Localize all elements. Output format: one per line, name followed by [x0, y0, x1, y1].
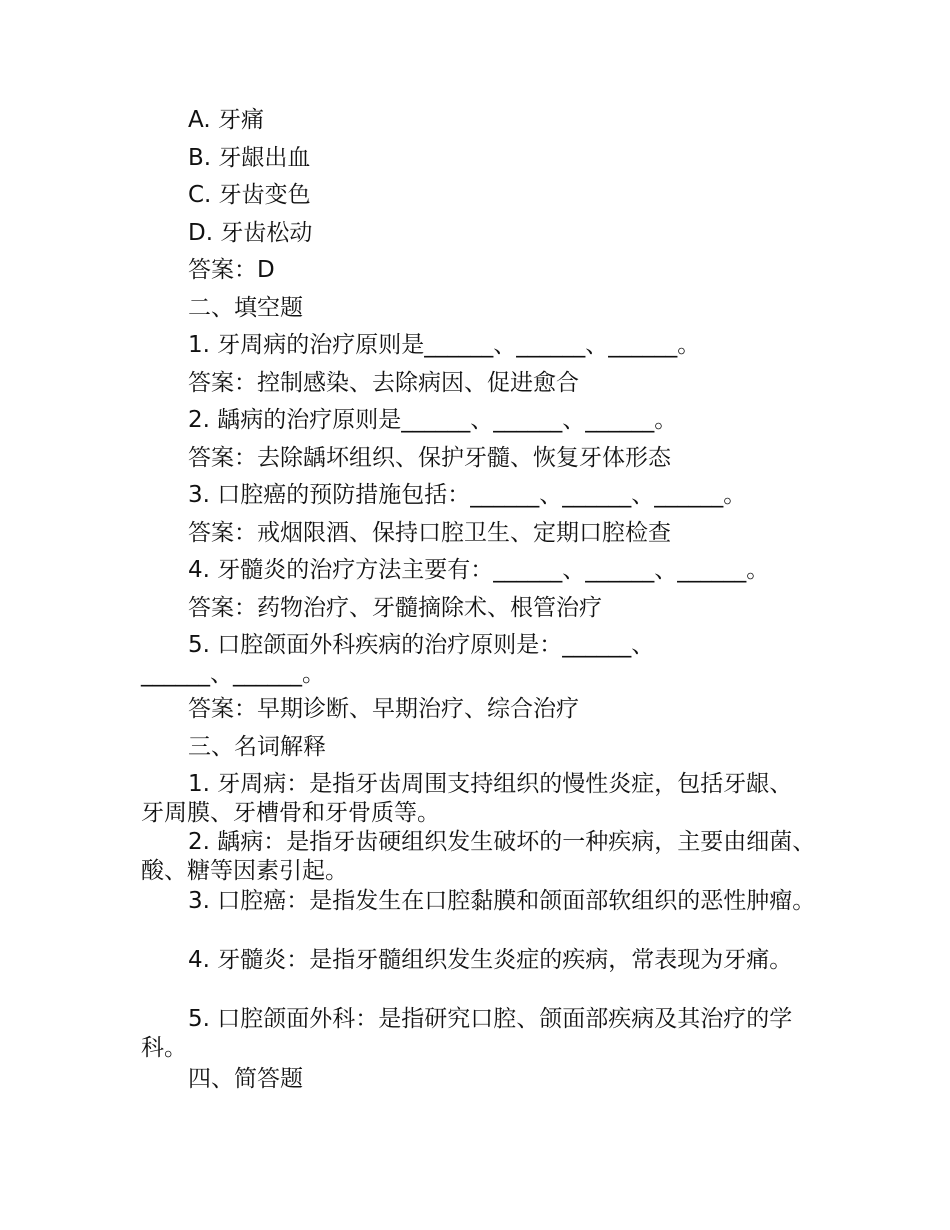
fill-answer-2: 答案：去除龋坏组织、保护牙髓、恢复牙体形态: [188, 444, 671, 471]
fill-question-5: 5. 口腔颌面外科疾病的治疗原则是：______、______、______。: [141, 632, 655, 687]
term-text: 5. 口腔颌面外科：是指研究口腔、颌面部疾病及其治疗的学科。: [141, 1006, 793, 1061]
term-text: 3. 口腔癌：是指发生在口腔黏膜和颌面部软组织的恶性肿瘤。: [188, 888, 816, 914]
term-item: [141, 946, 821, 1005]
term-item: [141, 1005, 821, 1059]
term-text: 1. 牙周病：是指牙齿周围支持组织的慢性炎症，包括牙龈、牙周膜、牙槽骨和牙骨质等。: [141, 771, 793, 826]
option-c: C. 牙齿变色: [188, 182, 311, 208]
fill-answer-3: 答案：戒烟限酒、保持口腔卫生、定期口腔检查: [188, 519, 671, 546]
fill-answer-1: 答案：控制感染、去除病因、促进愈合: [188, 369, 579, 396]
option-d: D. 牙齿松动: [188, 219, 313, 246]
option-a: A. 牙痛: [188, 107, 264, 133]
section-heading-short-answer: 四、简答题: [188, 1066, 303, 1092]
fill-question-3: 3. 口腔癌的预防措施包括：______、______、______。: [188, 482, 747, 508]
fill-question-1: 1. 牙周病的治疗原则是______、______、______。: [188, 332, 701, 358]
document-content: [141, 102, 821, 1099]
section-heading-fill-in: 二、填空题: [188, 294, 303, 321]
fill-question-4: 4. 牙髓炎的治疗方法主要有：______、______、______。: [188, 557, 770, 583]
option-b: B. 牙龈出血: [188, 144, 311, 171]
fill-answer-4: 答案：药物治疗、牙髓摘除术、根管治疗: [188, 594, 602, 621]
answer-line: 答案：D: [188, 257, 275, 283]
fill-answer-5: 答案：早期诊断、早期治疗、综合治疗: [188, 696, 579, 722]
term-item: [141, 770, 821, 828]
term-text: 2. 龋病：是指牙齿硬组织发生破坏的一种疾病，主要由细菌、酸、糖等因素引起。: [141, 829, 816, 884]
term-text: 4. 牙髓炎：是指牙髓组织发生炎症的疾病，常表现为牙痛。: [188, 947, 793, 973]
fill-question-2: 2. 龋病的治疗原则是______、______、______。: [188, 407, 678, 433]
term-item: [141, 828, 821, 887]
section-heading-terms: 三、名词解释: [188, 733, 326, 760]
term-item: [141, 887, 821, 946]
